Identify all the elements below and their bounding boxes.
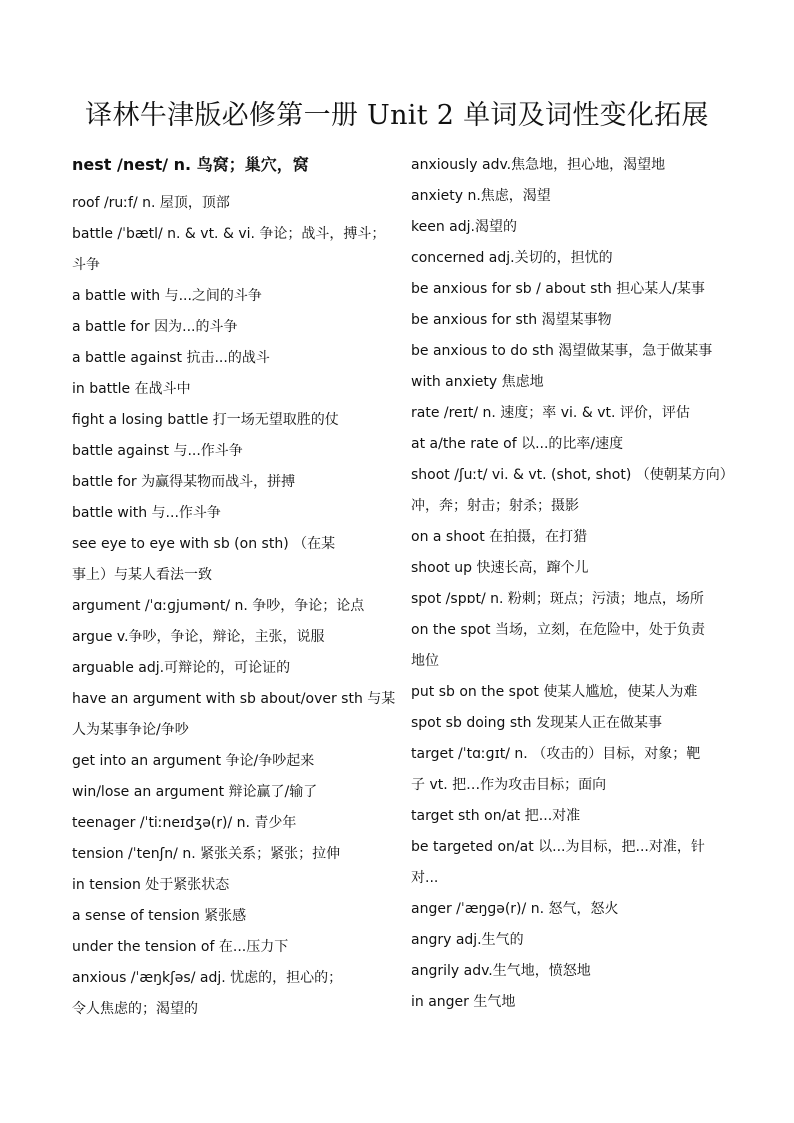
vocab-entry — [72, 498, 397, 529]
vocab-entry — [411, 367, 741, 398]
vocab-line: 地位 — [411, 653, 439, 669]
vocab-line: on a shoot 在拍摄，在打猎 — [411, 529, 588, 545]
vocab-entry — [411, 305, 741, 336]
vocab-line: a battle for 因为...的斗争 — [72, 319, 238, 335]
vocab-entry — [411, 274, 741, 305]
vocab-line: 人为某事争论/争吵 — [72, 722, 189, 738]
vocab-entry — [411, 398, 741, 429]
vocab-entry — [72, 932, 397, 963]
page-title: 译林牛津版必修第一册 Unit 2 单词及词性变化拓展 — [85, 100, 709, 131]
vocab-entry — [411, 150, 741, 181]
vocab-entry — [72, 591, 397, 622]
vocab-entry — [411, 677, 741, 708]
vocab-entry — [411, 832, 741, 894]
vocab-line: shoot up 快速长高，蹿个儿 — [411, 560, 589, 576]
vocab-line: be anxious for sth 渴望某事物 — [411, 312, 612, 328]
vocab-line: fight a losing battle 打一场无望取胜的仗 — [72, 412, 339, 428]
vocab-line: battle /ˈbætl/ n. & vt. & vi. 争论；战斗，搏斗； — [72, 226, 386, 242]
vocab-line: 对... — [411, 870, 439, 886]
vocab-line: anger /ˈæŋɡə(r)/ n. 怒气，怒火 — [411, 901, 619, 917]
vocab-entry — [72, 374, 397, 405]
vocab-line: in battle 在战斗中 — [72, 381, 191, 397]
vocab-line: spot /spɒt/ n. 粉刺；斑点；污渍；地点，场所 — [411, 591, 704, 607]
vocab-line: teenager /ˈtiːneɪdʒə(r)/ n. 青少年 — [72, 815, 297, 831]
vocab-line: 冲，奔；射击；射杀；摄影 — [411, 498, 579, 514]
nest-heading: nest /nest/ n. 鸟窝；巢穴，窝 — [72, 155, 309, 174]
vocab-line: have an argument with sb about/over sth 与某 — [72, 691, 396, 707]
vocab-entry — [72, 343, 397, 374]
vocab-entry — [411, 987, 741, 1018]
vocab-entry — [72, 622, 397, 653]
vocab-entry — [411, 801, 741, 832]
vocab-entry — [72, 653, 397, 684]
vocab-line: on the spot 当场，立刻，在危险中，处于负责 — [411, 622, 705, 638]
vocab-entry — [72, 467, 397, 498]
vocab-line: angry adj.生气的 — [411, 932, 524, 948]
vocab-entry — [72, 436, 397, 467]
vocab-line: anxiety n.焦虑，渴望 — [411, 188, 551, 204]
vocab-line: keen adj.渴望的 — [411, 219, 517, 235]
vocab-entry — [411, 336, 741, 367]
right-column — [411, 150, 741, 1018]
vocab-line: target /ˈtɑːɡɪt/ n. （攻击的）目标，对象；靶 — [411, 746, 701, 762]
vocab-entry — [411, 708, 741, 739]
vocab-line: rate /reɪt/ n. 速度；率 vi. & vt. 评价，评估 — [411, 405, 690, 421]
vocab-line: a battle against 抗击...的战斗 — [72, 350, 270, 366]
vocab-line: at a/the rate of 以...的比率/速度 — [411, 436, 624, 452]
vocab-line: tension /ˈtenʃn/ n. 紧张关系；紧张；拉伸 — [72, 846, 341, 862]
vocab-line: put sb on the spot 使某人尴尬，使某人为难 — [411, 684, 698, 700]
vocab-entry — [72, 219, 397, 281]
vocab-line: a sense of tension 紧张感 — [72, 908, 247, 924]
vocab-entry — [72, 405, 397, 436]
vocab-entry — [72, 312, 397, 343]
vocab-entry — [72, 281, 397, 312]
vocab-entry — [411, 460, 741, 522]
vocab-line: target sth on/at 把...对准 — [411, 808, 581, 824]
vocab-entry — [411, 894, 741, 925]
vocab-line: argument /ˈɑːɡjumənt/ n. 争吵，争论；论点 — [72, 598, 365, 614]
vocab-entry — [411, 181, 741, 212]
vocab-entry — [411, 522, 741, 553]
vocab-line: arguable adj.可辩论的，可论证的 — [72, 660, 291, 676]
vocab-line: win/lose an argument 辩论赢了/输了 — [72, 784, 318, 800]
vocab-line: a battle with 与...之间的斗争 — [72, 288, 262, 304]
vocab-line: under the tension of 在...压力下 — [72, 939, 289, 955]
vocab-entry — [72, 963, 397, 1025]
vocab-line: concerned adj.关切的，担忧的 — [411, 250, 613, 266]
vocab-entry — [72, 746, 397, 777]
vocab-line: in anger 生气地 — [411, 994, 516, 1010]
vocab-line: 子 vt. 把…作为攻击目标；面向 — [411, 777, 607, 793]
vocab-line: argue v.争吵，争论，辩论，主张，说服 — [72, 629, 325, 645]
vocab-entry — [72, 684, 397, 746]
vocab-line: battle against 与...作斗争 — [72, 443, 243, 459]
vocab-line: 斗争 — [72, 257, 100, 273]
vocab-line: battle with 与...作斗争 — [72, 505, 221, 521]
vocab-line: in tension 处于紧张状态 — [72, 877, 230, 893]
vocab-line: be targeted on/at 以...为目标，把...对准，针 — [411, 839, 705, 855]
vocab-entry — [411, 615, 741, 677]
vocab-line: battle for 为赢得某物而战斗，拼搏 — [72, 474, 296, 490]
vocab-line: with anxiety 焦虑地 — [411, 374, 544, 390]
vocab-entry — [411, 925, 741, 956]
vocab-line: roof /ruːf/ n. 屋顶，顶部 — [72, 195, 230, 211]
vocab-line: 事上）与某人看法一致 — [72, 567, 212, 583]
vocab-line: anxious /ˈæŋkʃəs/ adj. 忧虑的，担心的； — [72, 970, 343, 986]
vocab-entry — [72, 777, 397, 808]
vocab-line: see eye to eye with sb (on sth) （在某 — [72, 536, 336, 552]
vocab-entry — [411, 553, 741, 584]
vocab-line: anxiously adv.焦急地，担心地，渴望地 — [411, 157, 666, 173]
left-column — [72, 150, 397, 1025]
vocab-entry — [72, 529, 397, 591]
vocab-entry — [411, 429, 741, 460]
vocab-line: get into an argument 争论/争吵起来 — [72, 753, 315, 769]
vocab-entry — [72, 188, 397, 219]
vocab-entry — [411, 212, 741, 243]
vocab-entry — [411, 584, 741, 615]
vocab-line: be anxious for sb / about sth 担心某人/某事 — [411, 281, 705, 297]
vocab-line: angrily adv.生气地，愤怒地 — [411, 963, 591, 979]
vocab-entry — [411, 739, 741, 801]
vocab-line: shoot /ʃuːt/ vi. & vt. (shot, shot) （使朝某方向） — [411, 467, 734, 483]
vocab-entry — [72, 870, 397, 901]
vocab-line: spot sb doing sth 发现某人正在做某事 — [411, 715, 662, 731]
vocab-entry — [411, 956, 741, 987]
vocab-entry — [72, 808, 397, 839]
vocab-entry — [72, 901, 397, 932]
vocab-entry — [72, 839, 397, 870]
vocab-line: 令人焦虑的；渴望的 — [72, 1001, 198, 1017]
vocab-line: be anxious to do sth 渴望做某事，急于做某事 — [411, 343, 713, 359]
vocab-entry — [411, 243, 741, 274]
